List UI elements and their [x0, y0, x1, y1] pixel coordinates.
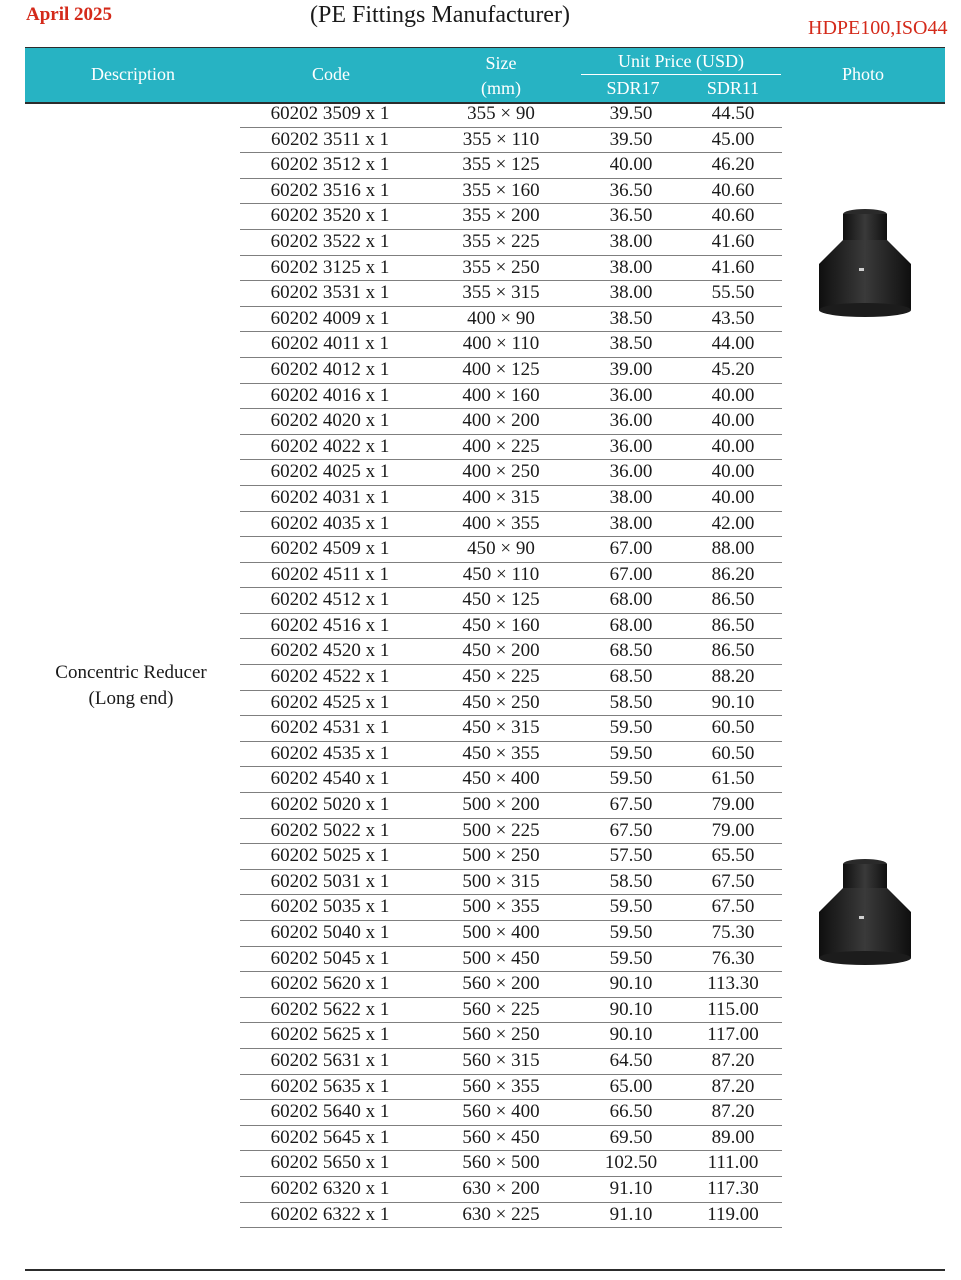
sdr17-price-cell: 39.50: [609, 103, 653, 124]
sdr17-price-cell: 102.50: [604, 1152, 658, 1174]
standard-label: HDPE100,ISO44: [808, 17, 948, 39]
size-cell: 450 × 225: [462, 666, 540, 688]
code-cell: 60202 4009 x 1: [270, 307, 390, 329]
sdr11-price-cell: 113.30: [707, 973, 759, 995]
code-cell: 60202 4540 x 1: [270, 768, 390, 790]
sdr11-price-cell: 45.00: [711, 128, 755, 150]
sdr11-price-cell: 88.00: [711, 538, 755, 560]
size-cell: 450 × 400: [462, 768, 540, 790]
sdr17-price-cell: 67.00: [609, 538, 653, 560]
sdr17-price-cell: 68.50: [609, 666, 653, 688]
size-cell: 355 × 125: [462, 154, 540, 176]
table-header: [25, 47, 945, 104]
code-cell: 60202 4535 x 1: [270, 742, 390, 764]
size-cell: 560 × 400: [462, 1101, 540, 1123]
code-cell: 60202 4522 x 1: [270, 666, 390, 688]
size-cell: 500 × 315: [462, 870, 540, 892]
sdr17-price-cell: 59.50: [609, 742, 653, 764]
size-cell: 355 × 315: [462, 282, 540, 304]
sdr17-price-cell: 91.10: [609, 1177, 653, 1199]
code-cell: 60202 5035 x 1: [270, 896, 390, 918]
description-line-2: (Long end): [88, 688, 174, 709]
code-cell: 60202 4509 x 1: [270, 538, 390, 560]
code-cell: 60202 3531 x 1: [270, 282, 390, 304]
sdr11-price-cell: 88.20: [711, 666, 755, 688]
column-header-sdr17: SDR17: [606, 78, 660, 98]
sdr17-price-cell: 36.00: [609, 410, 653, 432]
table-row: [240, 435, 782, 461]
size-cell: 450 × 355: [462, 742, 540, 764]
sdr11-price-cell: 90.10: [711, 691, 755, 713]
table-row: [240, 639, 782, 665]
size-cell: 355 × 225: [462, 230, 540, 252]
table-row: [240, 512, 782, 538]
sdr17-price-cell: 39.00: [609, 358, 653, 380]
sdr11-price-cell: 89.00: [711, 1126, 755, 1148]
sdr17-price-cell: 68.00: [609, 589, 653, 611]
sdr17-price-cell: 64.50: [609, 1049, 653, 1071]
sdr11-price-cell: 40.60: [711, 179, 755, 201]
code-cell: 60202 5020 x 1: [270, 794, 390, 816]
size-cell: 500 × 355: [462, 896, 540, 918]
code-cell: 60202 5650 x 1: [270, 1152, 390, 1174]
sdr17-price-cell: 36.00: [609, 461, 653, 483]
table-row: [240, 102, 782, 128]
table-row: [240, 281, 782, 307]
sdr11-price-cell: 119.00: [707, 1203, 759, 1225]
sdr11-price-cell: 41.60: [711, 230, 755, 252]
table-row: [240, 767, 782, 793]
table-row: [240, 998, 782, 1024]
column-header-code: Code: [312, 64, 350, 84]
sdr11-price-cell: 76.30: [711, 947, 755, 969]
size-cell: 400 × 250: [462, 461, 540, 483]
size-cell: 400 × 225: [462, 435, 540, 457]
size-cell: 560 × 450: [462, 1126, 540, 1148]
size-cell: 400 × 125: [462, 358, 540, 380]
sdr11-price-cell: 115.00: [707, 998, 759, 1020]
sdr11-price-cell: 65.50: [711, 845, 755, 867]
column-header-sdr11: SDR11: [706, 78, 760, 98]
code-cell: 60202 3522 x 1: [270, 230, 390, 252]
table-row: [240, 409, 782, 435]
sdr11-price-cell: 86.20: [711, 563, 755, 585]
sdr17-price-cell: 67.50: [609, 794, 653, 816]
sdr17-price-cell: 90.10: [609, 973, 653, 995]
code-cell: 60202 3516 x 1: [270, 179, 390, 201]
sdr11-price-cell: 67.50: [711, 896, 755, 918]
code-cell: 60202 5640 x 1: [270, 1101, 390, 1123]
size-unit-label: (mm): [481, 78, 521, 98]
code-cell: 60202 6322 x 1: [270, 1203, 390, 1225]
price-rows: [240, 102, 782, 1228]
code-cell: 60202 5031 x 1: [270, 870, 390, 892]
sdr11-price-cell: 40.00: [711, 384, 755, 406]
sdr17-price-cell: 38.50: [609, 307, 653, 329]
table-row: [240, 1075, 782, 1101]
table-row: [240, 153, 782, 179]
sdr17-price-cell: 58.50: [609, 691, 653, 713]
table-row: [240, 742, 782, 768]
sdr11-price-cell: 60.50: [711, 717, 755, 739]
sdr17-price-cell: 59.50: [609, 768, 653, 790]
sdr11-price-cell: 40.00: [711, 486, 755, 508]
table-row: [240, 614, 782, 640]
sdr11-price-cell: 46.20: [711, 154, 755, 176]
sdr11-price-cell: 40.00: [711, 435, 755, 457]
sdr17-price-cell: 69.50: [609, 1126, 653, 1148]
sdr11-price-cell: 61.50: [711, 768, 755, 790]
sdr11-price-cell: 55.50: [711, 282, 755, 304]
code-cell: 60202 5622 x 1: [270, 998, 390, 1020]
table-row: [240, 179, 782, 205]
sdr11-price-cell: 86.50: [711, 614, 755, 636]
table-row: [240, 921, 782, 947]
table-row: [240, 230, 782, 256]
table-row: [240, 537, 782, 563]
description-line-1: Concentric Reducer: [55, 662, 207, 683]
product-description: [36, 660, 226, 712]
code-cell: 60202 5625 x 1: [270, 1024, 390, 1046]
code-cell: 60202 4031 x 1: [270, 486, 390, 508]
sdr17-price-cell: 38.00: [609, 230, 653, 252]
table-row: [240, 972, 782, 998]
size-cell: 355 × 250: [462, 256, 540, 278]
table-row: [240, 384, 782, 410]
column-header-size: [441, 51, 561, 101]
table-row: [240, 793, 782, 819]
code-cell: 60202 5045 x 1: [270, 947, 390, 969]
sdr11-price-cell: 44.50: [711, 103, 755, 124]
table-row: [240, 1177, 782, 1203]
size-cell: 400 × 200: [462, 410, 540, 432]
sdr17-price-cell: 38.00: [609, 512, 653, 534]
code-cell: 60202 5022 x 1: [270, 819, 390, 841]
table-row: [240, 1203, 782, 1229]
unit-price-divider: [581, 74, 781, 75]
sdr11-price-cell: 79.00: [711, 794, 755, 816]
size-cell: 560 × 355: [462, 1075, 540, 1097]
sdr11-price-cell: 40.60: [711, 205, 755, 227]
size-cell: 500 × 200: [462, 794, 540, 816]
sdr17-price-cell: 65.00: [609, 1075, 653, 1097]
size-cell: 630 × 225: [462, 1203, 540, 1225]
code-cell: 60202 5635 x 1: [270, 1075, 390, 1097]
table-row: [240, 1049, 782, 1075]
sdr17-price-cell: 59.50: [609, 717, 653, 739]
code-cell: 60202 5040 x 1: [270, 922, 390, 943]
size-cell: 560 × 500: [462, 1152, 540, 1174]
sdr11-price-cell: 87.20: [711, 1101, 755, 1123]
sdr17-price-cell: 66.50: [609, 1101, 653, 1123]
size-cell: 450 × 110: [462, 563, 540, 585]
sdr17-price-cell: 68.50: [609, 640, 653, 662]
table-row: [240, 460, 782, 486]
code-cell: 60202 3520 x 1: [270, 205, 390, 227]
size-cell: 560 × 200: [462, 973, 540, 995]
sdr11-price-cell: 86.50: [711, 589, 755, 611]
sdr11-price-cell: 117.00: [707, 1024, 759, 1046]
table-row: [240, 256, 782, 282]
sdr11-price-cell: 87.20: [711, 1075, 755, 1097]
size-cell: 500 × 450: [462, 947, 540, 969]
size-cell: 500 × 400: [462, 922, 540, 943]
code-cell: 60202 4025 x 1: [270, 461, 390, 483]
table-row: [240, 332, 782, 358]
sdr17-price-cell: 40.00: [609, 154, 653, 176]
column-header-photo: Photo: [841, 64, 884, 84]
table-bottom-rule: [25, 1269, 945, 1271]
size-cell: 630 × 200: [462, 1177, 540, 1199]
size-cell: 355 × 90: [467, 103, 535, 124]
code-cell: 60202 4022 x 1: [270, 435, 390, 457]
sdr11-price-cell: 79.00: [711, 819, 755, 841]
sdr11-price-cell: 75.30: [711, 922, 755, 943]
document-title: (PE Fittings Manufacturer): [310, 2, 570, 28]
size-cell: 450 × 125: [462, 589, 540, 611]
code-cell: 60202 4520 x 1: [270, 640, 390, 662]
sdr11-price-cell: 111.00: [707, 1152, 759, 1174]
table-row: [240, 128, 782, 154]
size-cell: 500 × 225: [462, 819, 540, 841]
size-cell: 450 × 250: [462, 691, 540, 713]
sdr17-price-cell: 67.00: [609, 563, 653, 585]
size-cell: 355 × 110: [462, 128, 540, 150]
sdr11-price-cell: 43.50: [711, 307, 755, 329]
sdr11-price-cell: 45.20: [711, 358, 755, 380]
code-cell: 60202 4011 x 1: [270, 333, 390, 355]
code-cell: 60202 5025 x 1: [270, 845, 390, 867]
table-row: [240, 1100, 782, 1126]
sdr11-price-cell: 40.00: [711, 410, 755, 432]
sdr17-price-cell: 59.50: [609, 947, 653, 969]
table-row: [240, 895, 782, 921]
code-cell: 60202 3125 x 1: [270, 256, 390, 278]
sdr17-price-cell: 36.00: [609, 384, 653, 406]
sdr17-price-cell: 36.00: [609, 435, 653, 457]
size-cell: 400 × 90: [467, 307, 535, 329]
size-cell: 450 × 160: [462, 614, 540, 636]
concentric-reducer-photo-icon: [815, 208, 915, 320]
sdr17-price-cell: 39.50: [609, 128, 653, 150]
sdr17-price-cell: 67.50: [609, 819, 653, 841]
code-cell: 60202 4511 x 1: [270, 563, 390, 585]
table-row: [240, 307, 782, 333]
table-row: [240, 870, 782, 896]
sdr17-price-cell: 38.00: [609, 282, 653, 304]
concentric-reducer-photo-icon-2: [815, 858, 915, 970]
size-cell: 560 × 250: [462, 1024, 540, 1046]
sdr17-price-cell: 58.50: [609, 870, 653, 892]
code-cell: 60202 5631 x 1: [270, 1049, 390, 1071]
code-cell: 60202 4531 x 1: [270, 717, 390, 739]
table-row: [240, 486, 782, 512]
sdr11-price-cell: 67.50: [711, 870, 755, 892]
table-row: [240, 563, 782, 589]
code-cell: 60202 5620 x 1: [270, 973, 390, 995]
size-cell: 560 × 225: [462, 998, 540, 1020]
size-cell: 450 × 90: [467, 538, 535, 560]
table-row: [240, 1126, 782, 1152]
table-row: [240, 665, 782, 691]
table-row: [240, 204, 782, 230]
sdr17-price-cell: 91.10: [609, 1203, 653, 1225]
code-cell: 60202 6320 x 1: [270, 1177, 390, 1199]
size-cell: 400 × 315: [462, 486, 540, 508]
sdr11-price-cell: 40.00: [711, 461, 755, 483]
code-cell: 60202 4020 x 1: [270, 410, 390, 432]
table-row: [240, 716, 782, 742]
table-row: [240, 819, 782, 845]
code-cell: 60202 4516 x 1: [270, 614, 390, 636]
table-row: [240, 1151, 782, 1177]
sdr17-price-cell: 36.50: [609, 179, 653, 201]
size-cell: 400 × 160: [462, 384, 540, 406]
column-header-unit-price: Unit Price (USD): [618, 51, 744, 71]
sdr11-price-cell: 87.20: [711, 1049, 755, 1071]
code-cell: 60202 3512 x 1: [270, 154, 390, 176]
code-cell: 60202 4512 x 1: [270, 589, 390, 611]
table-row: [240, 691, 782, 717]
sdr11-price-cell: 44.00: [711, 333, 755, 355]
table-row: [240, 1023, 782, 1049]
size-cell: 355 × 160: [462, 179, 540, 201]
sdr17-price-cell: 38.50: [609, 333, 653, 355]
sdr11-price-cell: 86.50: [711, 640, 755, 662]
column-header-description: Description: [91, 64, 175, 84]
size-cell: 560 × 315: [462, 1049, 540, 1071]
sdr11-price-cell: 42.00: [711, 512, 755, 534]
size-cell: 500 × 250: [462, 845, 540, 867]
size-cell: 355 × 200: [462, 205, 540, 227]
document-date: April 2025: [26, 4, 113, 25]
sdr17-price-cell: 90.10: [609, 998, 653, 1020]
sdr17-price-cell: 57.50: [609, 845, 653, 867]
sdr17-price-cell: 38.00: [609, 256, 653, 278]
sdr17-price-cell: 38.00: [609, 486, 653, 508]
code-cell: 60202 3509 x 1: [270, 103, 390, 124]
sdr17-price-cell: 59.50: [609, 896, 653, 918]
size-cell: 450 × 200: [462, 640, 540, 662]
table-row: [240, 844, 782, 870]
size-cell: 450 × 315: [462, 717, 540, 739]
sdr17-price-cell: 90.10: [609, 1024, 653, 1046]
sdr11-price-cell: 60.50: [711, 742, 755, 764]
sdr17-price-cell: 68.00: [609, 614, 653, 636]
code-cell: 60202 4016 x 1: [270, 384, 390, 406]
size-label: Size: [485, 53, 517, 73]
sdr17-price-cell: 36.50: [609, 205, 653, 227]
code-cell: 60202 5645 x 1: [270, 1126, 390, 1148]
code-cell: 60202 4035 x 1: [270, 512, 390, 534]
code-cell: 60202 4525 x 1: [270, 691, 390, 713]
table-row: [240, 947, 782, 973]
code-cell: 60202 3511 x 1: [270, 128, 390, 150]
size-cell: 400 × 110: [462, 333, 540, 355]
code-cell: 60202 4012 x 1: [270, 358, 390, 380]
table-row: [240, 588, 782, 614]
sdr17-price-cell: 59.50: [609, 922, 653, 943]
table-row: [240, 358, 782, 384]
size-cell: 400 × 355: [462, 512, 540, 534]
sdr11-price-cell: 117.30: [707, 1177, 759, 1199]
sdr11-price-cell: 41.60: [711, 256, 755, 278]
